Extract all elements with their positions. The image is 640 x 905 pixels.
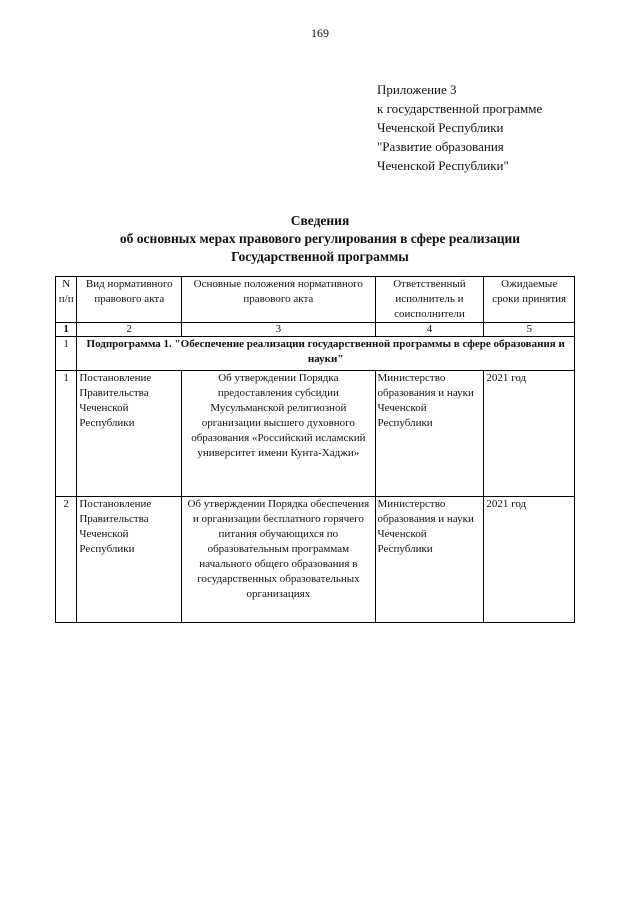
appendix-line: "Развитие образования — [377, 139, 504, 154]
appendix-line: Чеченской Республики" — [377, 158, 509, 173]
appendix-line: к государственной программе — [377, 101, 543, 116]
header-term: Ожидаемые сроки принятия — [484, 277, 575, 323]
document-title — [0, 212, 640, 266]
title-line-3: Государственной программы — [231, 249, 409, 264]
title-line-1: Сведения — [290, 213, 350, 228]
row-act-type: Постановление Правительства Чеченской Республики — [77, 371, 182, 497]
column-number: 2 — [77, 323, 182, 337]
row-number: 2 — [56, 497, 77, 623]
appendix-line: Приложение 3 — [377, 82, 457, 97]
appendix-note — [377, 80, 617, 175]
row-executor: Министерство образования и науки Чеченской Республики — [375, 371, 484, 497]
appendix-line: Чеченской Республики — [377, 120, 504, 135]
header-provisions: Основные положения нормативного правового акта — [182, 277, 375, 323]
measures-table — [55, 276, 575, 623]
table-row — [56, 371, 575, 497]
subprogram-title: Подпрограмма 1. "Обеспечение реализации государственной программы в сфере образования и науки" — [77, 337, 575, 371]
table-header-row — [56, 277, 575, 323]
header-number: N п/п — [56, 277, 77, 323]
subprogram-row — [56, 337, 575, 371]
column-number: 5 — [484, 323, 575, 337]
row-provisions: Об утверждении Порядка обеспечения и организации бесплатного горячего питания обучающихся по образовательным программам начального общего образования в государственных образовательных организациях — [182, 497, 375, 623]
subprogram-number: 1 — [56, 337, 77, 371]
row-executor: Министерство образования и науки Чеченской Республики — [375, 497, 484, 623]
column-number-row — [56, 323, 575, 337]
column-number: 4 — [375, 323, 484, 337]
row-term: 2021 год — [484, 497, 575, 623]
row-number: 1 — [56, 371, 77, 497]
header-executor: Ответственный исполнитель и соисполнители — [375, 277, 484, 323]
title-line-2: об основных мерах правового регулирования в сфере реализации — [119, 231, 521, 246]
column-number: 3 — [182, 323, 375, 337]
row-act-type: Постановление Правительства Чеченской Республики — [77, 497, 182, 623]
page-number: 169 — [311, 26, 329, 40]
column-number: 1 — [56, 323, 77, 337]
row-term: 2021 год — [484, 371, 575, 497]
row-provisions: Об утверждении Порядка предоставления субсидии Мусульманской религиозной организации высшего духовного образования «Российский исламский университет имени Кунта-Хаджи» — [182, 371, 375, 497]
header-act-type: Вид нормативного правового акта — [77, 277, 182, 323]
table-row — [56, 497, 575, 623]
